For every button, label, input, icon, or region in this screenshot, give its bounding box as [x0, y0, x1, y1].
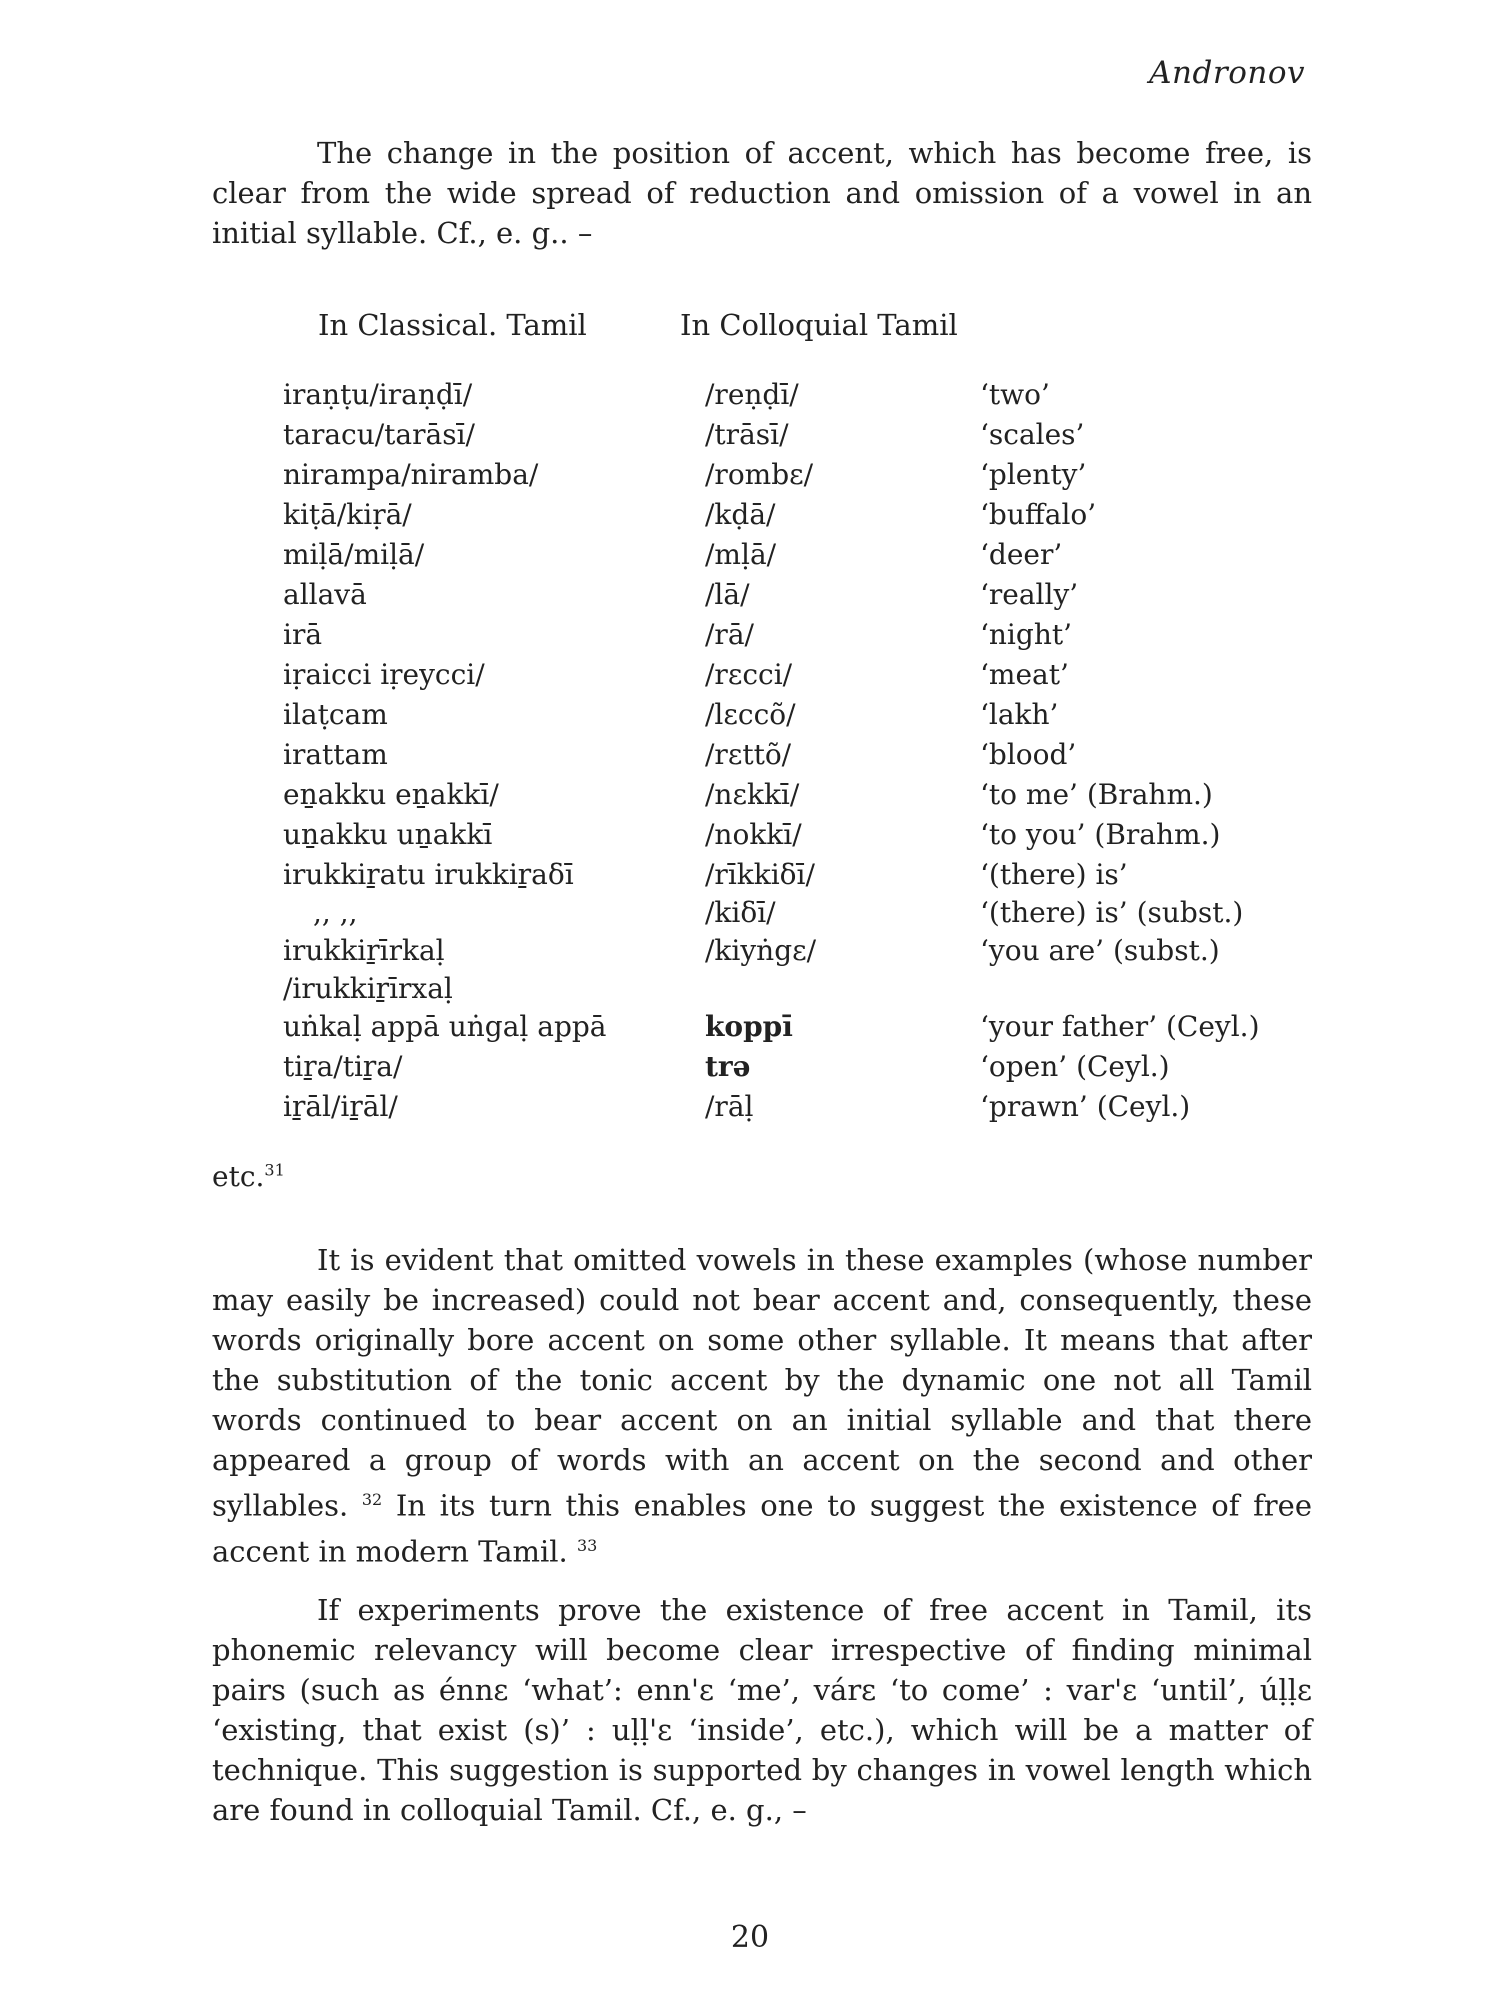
colloquial-form: /rīkkiδī/: [705, 858, 815, 891]
classical-form: tiṟa/tiṟa/: [283, 1050, 403, 1083]
gloss: ‘really’: [980, 578, 1079, 611]
classical-form: irukkiṟatu irukkiṟaδī: [283, 858, 574, 891]
table-row: [0, 378, 1500, 418]
classical-form: irattam: [283, 738, 388, 771]
colloquial-form: /mḷā/: [705, 538, 777, 571]
classical-form: irukkiṟīrkaḷ: [283, 934, 445, 967]
colloquial-form: trə: [705, 1050, 751, 1083]
page-number: 20: [730, 1920, 770, 1955]
classical-form: allavā: [283, 578, 367, 611]
colloquial-form: /trāsī/: [705, 418, 789, 451]
classical-form: uṅkaḷ appā uṅgaḷ appā: [283, 1010, 607, 1043]
gloss: ‘deer’: [980, 538, 1063, 571]
classical-form: iṛaicci iṛeycci/: [283, 658, 485, 691]
table-row: [0, 934, 1500, 972]
classical-form: ,, ,,: [313, 896, 358, 929]
colloquial-form: /nɛkkī/: [705, 778, 800, 811]
paragraph-3-text: If experiments prove the existence of free accent in Tamil, its phonemic relevancy will become clear irrespective of finding minimal pairs (such as énnɛ ‘what’: enn'ɛ ‘me’, várɛ ‘to come’ : var'ɛ ‘until’, úḷḷɛ ‘existing, that exist (s)’ : uḷḷ'ɛ ‘inside’, etc.), which will be a matter of technique. This suggestion is supported by changes in vowel length which are found in colloquial Tamil. Cf., e. g., –: [212, 1593, 1312, 1827]
table-row: [0, 458, 1500, 498]
gloss: ‘you are’ (subst.): [980, 934, 1220, 967]
colloquial-form: /rɛcci/: [705, 658, 793, 691]
table-row: [0, 658, 1500, 698]
table-row: [0, 698, 1500, 738]
gloss: ‘two’: [980, 378, 1050, 411]
paragraph-2-text-cont: In its turn this enables one to suggest the existence of free accent in modern Tamil.: [212, 1488, 1312, 1569]
gloss: ‘(there) is’: [980, 858, 1128, 891]
classical-form: eṉakku eṉakkī/: [283, 778, 499, 811]
colloquial-form: /lā/: [705, 578, 750, 611]
colloquial-form: /kiδī/: [705, 896, 776, 929]
classical-form: irā: [283, 618, 323, 651]
colloquial-form: /reṇḍī/: [705, 378, 799, 411]
table-row: [0, 498, 1500, 538]
table-row: [0, 578, 1500, 618]
classical-form: ilaṭcam: [283, 698, 388, 731]
paragraph-3: [212, 1590, 1312, 1830]
classical-form: miḷā/miḷā/: [283, 538, 425, 571]
gloss: ‘blood’: [980, 738, 1077, 771]
gloss: ‘buffalo’: [980, 498, 1097, 531]
table-row: [0, 972, 1500, 1010]
gloss: ‘(there) is’ (subst.): [980, 896, 1244, 929]
gloss: ‘scales’: [980, 418, 1085, 451]
gloss: ‘open’ (Ceyl.): [980, 1050, 1170, 1083]
classical-form: /irukkiṟīrxaḷ: [283, 972, 453, 1005]
footnote-ref: 32: [361, 1490, 383, 1509]
colloquial-form: /lɛccõ/: [705, 698, 796, 731]
table-row: [0, 1090, 1500, 1130]
table-row: [0, 778, 1500, 818]
intro-text: The change in the position of accent, which has become free, is clear from the wide spread of reduction and omission of a vowel in an initial syllable. Cf., e. g.. –: [212, 136, 1312, 250]
table-row: [0, 418, 1500, 458]
colloquial-form: /rāḷ: [705, 1090, 754, 1123]
table-row: [0, 818, 1500, 858]
classical-form: uṉakku uṉakkī: [283, 818, 493, 851]
column-header-classical: In Classical. Tamil: [318, 308, 587, 342]
table-row: [0, 618, 1500, 658]
word-table: [0, 378, 1500, 1130]
classical-form: nirampa/niramba/: [283, 458, 539, 491]
etc-line: [212, 1160, 285, 1193]
gloss: ‘lakh’: [980, 698, 1059, 731]
colloquial-form: /nokkī/: [705, 818, 802, 851]
table-row: [0, 858, 1500, 896]
classical-form: iṟāl/iṟāl/: [283, 1090, 398, 1123]
colloquial-form: /kiyṅgɛ/: [705, 934, 817, 967]
gloss: ‘meat’: [980, 658, 1069, 691]
table-row: [0, 896, 1500, 934]
gloss: ‘to me’ (Brahm.): [980, 778, 1213, 811]
gloss: ‘to you’ (Brahm.): [980, 818, 1221, 851]
etc-text: etc.: [212, 1160, 265, 1193]
gloss: ‘your father’ (Ceyl.): [980, 1010, 1260, 1043]
colloquial-form: /rā/: [705, 618, 754, 651]
paragraph-2-text: It is evident that omitted vowels in these examples (whose number may easily be increased) could not bear accent and, consequently, these words originally bore accent on some other syllable. It means that after the substitution of the tonic accent by the dynamic one not all Tamil words continued to bear accent on an initial syllable and that there appeared a group of words with an accent on the second and other syllables.: [212, 1243, 1312, 1523]
table-row: [0, 1050, 1500, 1090]
table-row: [0, 1010, 1500, 1050]
colloquial-form: /rombɛ/: [705, 458, 814, 491]
colloquial-form: /kḍā/: [705, 498, 776, 531]
intro-paragraph: [212, 133, 1312, 253]
running-head: Andronov: [1149, 55, 1305, 91]
classical-form: taracu/tarāsī/: [283, 418, 475, 451]
classical-form: kiṭā/kiṛā/: [283, 498, 412, 531]
gloss: ‘night’: [980, 618, 1072, 651]
table-row: [0, 738, 1500, 778]
column-header-colloquial: In Colloquial Tamil: [680, 308, 958, 342]
table-row: [0, 538, 1500, 578]
gloss: ‘prawn’ (Ceyl.): [980, 1090, 1191, 1123]
colloquial-form: /rɛttõ/: [705, 738, 792, 771]
paragraph-2: [212, 1240, 1312, 1571]
footnote-ref: 31: [264, 1160, 285, 1180]
gloss: ‘plenty’: [980, 458, 1087, 491]
colloquial-form: koppī: [705, 1010, 793, 1043]
classical-form: iraṇṭu/iraṇḍī/: [283, 378, 473, 411]
footnote-ref: 33: [576, 1535, 598, 1555]
